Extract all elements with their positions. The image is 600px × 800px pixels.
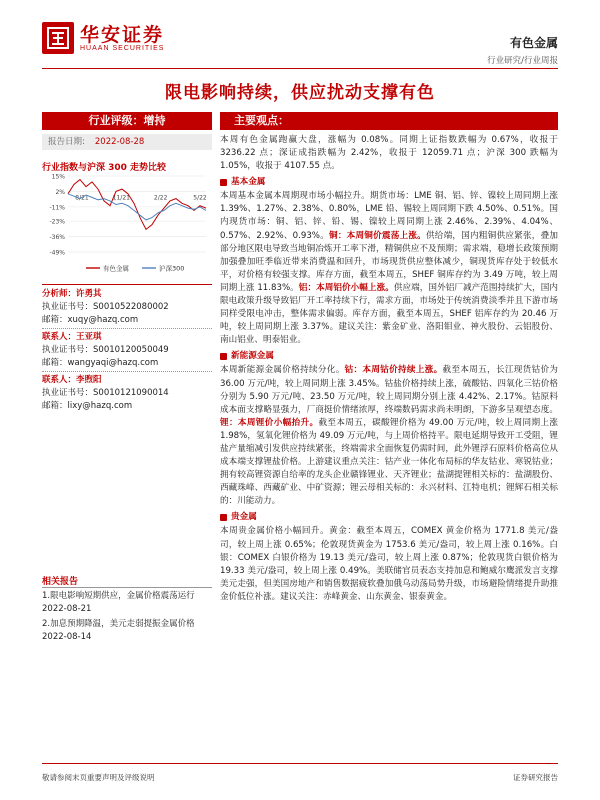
legend-label: 有色金属 bbox=[103, 264, 129, 273]
x-tick-label: 5/22 bbox=[193, 194, 207, 202]
logo-name-cn: 华安证券 bbox=[80, 23, 165, 46]
contact-cert-label: 执业证书号： bbox=[42, 388, 94, 398]
company-logo bbox=[42, 22, 164, 54]
disclaimer-note: 敬请参阅末页重要声明及评级说明 bbox=[42, 773, 155, 782]
analyst-info bbox=[42, 288, 212, 327]
industry-name: 有色金属 bbox=[509, 36, 558, 50]
copper-highlight: 铜：本周铜价震荡上涨。 bbox=[329, 230, 426, 241]
lithium-highlight: 锂：本周锂价小幅抬升。 bbox=[220, 417, 319, 428]
logo-seal-icon bbox=[42, 22, 74, 54]
contact-name: 王亚琪 bbox=[76, 332, 102, 342]
y-tick-label: -23% bbox=[49, 218, 65, 226]
y-tick-label: -11% bbox=[49, 204, 65, 212]
analyst-cert-label: 执业证书号： bbox=[42, 302, 94, 312]
report-type: 行业研究/行业周报 bbox=[487, 56, 558, 66]
main-points-heading: 主要观点： bbox=[220, 112, 558, 130]
contact-email[interactable]: wangyaqi@hazq.com bbox=[67, 358, 159, 368]
chart-svg bbox=[42, 172, 212, 280]
analyst-role: 分析师： bbox=[42, 289, 77, 299]
y-tick-label: 2% bbox=[55, 188, 65, 196]
cobalt-highlight: 钴：本周钴价持续上涨。 bbox=[344, 365, 443, 376]
x-tick-label: 11/21 bbox=[112, 194, 130, 202]
contact-info-1 bbox=[42, 331, 212, 370]
cobalt-text: 截至本周五，长江现货钴价为 36.00 万元/吨，较上周同期上涨 3.45%。钴盐价格持续上涨，硫酸钴、四氧化三钴价格分别为 5.90 万元/吨、23.50 万元/吨，较上周同期分别上涨 4.42%、2.17%。钴原料成本面支撑略显强力，厂商挺价情绪浓厚，终端数码需求尚未明朗，下游多呈观望态度。 bbox=[220, 365, 558, 415]
contact-email-label: 邮箱： bbox=[42, 401, 68, 411]
contact-email-label: 邮箱： bbox=[42, 358, 68, 368]
aluminum-text: 供应端，国外铝厂减产范围持续扩大，国内限电政策升级导致铝厂开工率持续下行，需求方面，市场处于传统消费淡季并且下游市场同样受限电冲击，整体需求偏弱。库存方面，截至本周五，SHEF 铝库存约为 20.46 万吨，较上周同期上涨 3.37%。建议关注：紫金矿业、洛阳钼业、神火股份、云铝股份、南山铝业、明泰铝业。 bbox=[220, 282, 558, 346]
related-report-link[interactable]: 1.限电影响短期供应，金属价格震荡运行 2022-08-21 bbox=[42, 591, 195, 614]
report-title: 限电影响持续，供应扰动支撑有色 bbox=[165, 83, 435, 103]
new-energy-paragraph bbox=[220, 364, 558, 508]
bullet-icon bbox=[220, 179, 227, 186]
market-summary: 本周有色金属跑赢大盘，涨幅为 0.08%。同期上证指数跌幅为 0.67%，收报于 3236.22 点；深证成指跌幅为 2.42%，收报于 12059.71 点；沪深 300 跌幅为 1.05%，收报于 4107.55 点。 bbox=[220, 135, 558, 172]
bullet-icon bbox=[220, 514, 227, 521]
y-tick-label: -49% bbox=[49, 249, 65, 257]
contact-cert: S0010120050049 bbox=[93, 345, 169, 355]
new-energy-title: 新能源金属 bbox=[231, 351, 274, 362]
y-tick-label: 15% bbox=[51, 173, 65, 181]
index-comparison-chart bbox=[42, 172, 212, 280]
analyst-email-label: 邮箱： bbox=[42, 315, 68, 325]
footer-label: 证券研究报告 bbox=[513, 773, 558, 782]
aluminum-highlight: 铝：本周铝价小幅上涨。 bbox=[298, 282, 394, 293]
chart-title: 行业指数与沪深 300 走势比较 bbox=[42, 163, 167, 173]
contact-divider bbox=[42, 371, 212, 372]
precious-metals-heading bbox=[220, 511, 558, 524]
report-date-label: 报告日期: bbox=[48, 137, 85, 147]
contact-cert-label: 执业证书号： bbox=[42, 345, 94, 355]
report-header bbox=[0, 0, 600, 72]
contact-role: 联系人： bbox=[42, 375, 77, 385]
contact-cert: S0010121090014 bbox=[93, 388, 169, 398]
related-divider bbox=[42, 587, 212, 588]
logo-name-en: HUAAN SECURITIES bbox=[80, 44, 165, 52]
analyst-name: 许勇其 bbox=[76, 289, 102, 299]
precious-metals-title: 贵金属 bbox=[231, 512, 257, 523]
contact-email[interactable]: lixy@hazq.com bbox=[67, 401, 133, 411]
contact-info-2 bbox=[42, 374, 212, 413]
base-metals-text: 本周基本金属本周期现市场小幅拉升。期货市场：LME 铜、铝、锌、镍较上周同期上涨 1.39%、1.27%、2.38%、0.80%，LME 铅、锡较上周同期下跌 4.50%、0.51%。国内现货市场：铜、铝、锌、铅、锡、镍较上周同期上涨 2.46%、2.39%、4.04%、0.57%、2.92%、0.93%。 bbox=[220, 191, 558, 241]
report-date bbox=[42, 134, 212, 150]
header-divider bbox=[42, 68, 558, 69]
y-tick-label: -36% bbox=[49, 234, 65, 242]
analyst-divider bbox=[42, 328, 212, 329]
x-tick-label: 2/22 bbox=[153, 194, 168, 202]
base-metals-paragraph bbox=[220, 190, 558, 347]
precious-metals-paragraph: 本周贵金属价格小幅回升。黄金：截至本周五，COMEX 黄金价格为 1771.8 美元/盎司，较上周上涨 0.65%；伦敦现货黄金为 1753.6 美元/盎司，较上周上涨 0.16%。白银：COMEX 白银价格为 19.13 美元/盎司，较上周上涨 0.87%；伦敦现货白银价格为 19.33 美元/盎司，较上周上涨 0.49%。美联储官员表态支持加息和鲍威尔鹰派发言支撑美元走强，但美国房地产和销售数据疲软叠加俄乌动荡局势升级，市场避险情绪提升助推金价低位补涨。建议关注：赤峰黄金、山东黄金、银泰黄金。 bbox=[220, 526, 558, 602]
main-content bbox=[220, 112, 558, 604]
new-energy-text: 本周新能源金属价格持续分化。 bbox=[220, 365, 345, 376]
analyst-email[interactable]: xuqy@hazq.com bbox=[67, 315, 139, 325]
footer-divider bbox=[42, 763, 558, 764]
new-energy-heading bbox=[220, 350, 558, 363]
series-line bbox=[68, 180, 206, 230]
industry-rating: 行业评级：增持 bbox=[42, 112, 212, 130]
contact-name: 李煦阳 bbox=[76, 375, 102, 385]
base-metals-heading bbox=[220, 176, 558, 189]
analyst-cert: S0010522080002 bbox=[93, 302, 169, 312]
bullet-icon bbox=[220, 353, 227, 360]
copper-text: 供给端，国内粗铜供应紧张，叠加部分地区限电导致当地铜冶炼开工率下滑，精铜供应不及预期；需求端，稳增长政策预期加强叠加旺季临近带来消费温和回升，市场现货供应整体减少，铜现货库存处于较低水平，对价格有较强支撑。库存方面，截至本周五，SHEF 铜库存约为 3.49 万吨，较上周同期上涨 11.83%。 bbox=[220, 230, 558, 293]
contact-role: 联系人： bbox=[42, 332, 77, 342]
base-metals-title: 基本金属 bbox=[231, 177, 266, 188]
chart-divider bbox=[42, 284, 212, 285]
x-tick-label: 8/21 bbox=[75, 194, 89, 202]
legend-label: 沪深300 bbox=[159, 264, 185, 273]
related-reports-title: 相关报告 bbox=[42, 577, 79, 587]
lithium-text: 截至本周五，碳酸锂价格为 49.00 万元/吨，较上周同期上涨 1.98%，氢氧化锂价格为 49.09 万元/吨，与上周价格持平。限电延期导致开工受阻，锂盐产量缩减引发供应持续紧张，终端需求全面恢复仍需时间，此外锂浮石原料价格高位从成本端支撑锂盐价格。上游建议重点关注：钴产业一体化布局标的华友钴业、寒锐钴业；拥有较高锂资源自给率的龙头企业赣锋锂业、天齐锂业；盐湖提锂相关标的：盐湖股份、西藏珠峰、西藏矿业、中矿资源；锂云母相关标的：永兴材料、江特电机；锂辉石相关标的：川能动力。 bbox=[220, 417, 558, 507]
related-report-link[interactable]: 2.加息预期降温，美元走弱提振金属价格 2022-08-14 bbox=[42, 619, 195, 642]
report-date-value: 2022-08-28 bbox=[94, 137, 145, 147]
